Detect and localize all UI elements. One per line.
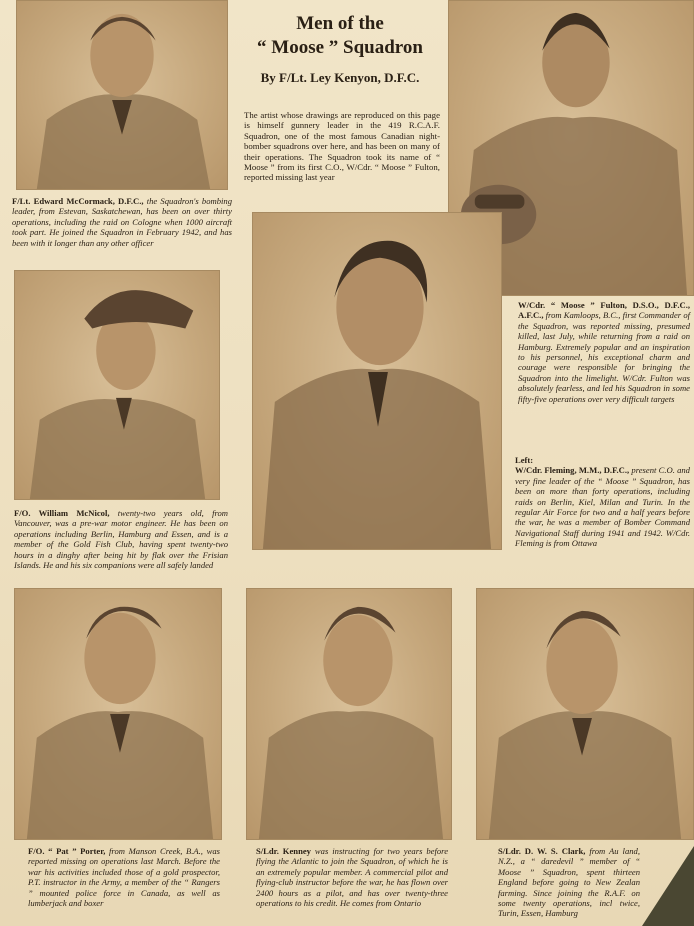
caption-mcnicol bbox=[14, 508, 228, 570]
caption-clark-text: from Au land, N.Z., a “ daredevil ” member of “ Moose ” Squadron, spent thirteen England before going to New Zealan farming. Since joining the R.A.F. on some twenty operations, incl twice, Turin, Essen, Hamburg bbox=[498, 846, 640, 919]
portrait-porter bbox=[14, 588, 222, 840]
portrait-mccormack bbox=[16, 0, 228, 190]
caption-mcnicol-text: twenty-two years old, from Vancouver, was a pre-war motor engineer. He has been on operations including Berlin, Hamburg and Essen, and is a member of the Gold Fish Club, having spent twenty-two hours in a dinghy after being hit by flak over the Frisian Islands. He and his six companions were all safely landed bbox=[14, 508, 228, 571]
portrait-fleming bbox=[252, 212, 502, 550]
caption-fulton bbox=[518, 300, 690, 404]
caption-clark bbox=[498, 846, 640, 919]
caption-fleming bbox=[515, 455, 690, 549]
caption-fleming-name: W/Cdr. Fleming, M.M., D.F.C., bbox=[515, 465, 630, 476]
caption-porter bbox=[28, 846, 220, 908]
article-title-block bbox=[242, 12, 438, 86]
caption-clark-name: S/Ldr. D. W. S. Clark, bbox=[498, 846, 586, 856]
article-title-line1: Men of the bbox=[296, 13, 384, 34]
article-intro: The artist whose drawings are reproduced on this page is himself gunnery leader in the 419 R.C.A.F. Squadron, one of the most famous Canadian night-bomber squadrons over here, and has been on many of their operations. The Squadron took its name of “ Moose ” from its first C.O., W/Cdr. “ Moose ” Fulton, reported missing last year bbox=[244, 110, 440, 183]
caption-kenney-text: was instructing for two years before flying the Atlantic to join the Squadron, of which he is an extremely popular member. A commercial pilot and flying-club instructor before the war, he has flown over 2400 hours as a pilot, and has over twenty-three operations to his credit. He comes from Ontario bbox=[256, 846, 449, 909]
caption-fleming-text: present C.O. and very fine leader of the “ Moose ” Squadron, has been on more than forty operations, including raids on Berlin, Kiel, Milan and Turin. In the regular Air Force for two and a half years before the war, he was a member of Bomber Command Navigational Staff during 1941 and 1942. W/Cdr. Fleming is from Ottawa bbox=[515, 465, 690, 549]
caption-porter-text: from Manson Creek, B.A., was reported missing on operations last March. Before the war his activities included those of a gold prospector, P.T. instructor in the Army, a member of the “ Rangers ” mounted police force in Canada, as well as lumberjack and boxer bbox=[28, 846, 221, 909]
caption-kenney bbox=[256, 846, 448, 908]
article-title-line2: “ Moose ” Squadron bbox=[257, 37, 423, 58]
portrait-mcnicol bbox=[14, 270, 220, 500]
portrait-kenney bbox=[246, 588, 452, 840]
portrait-clark bbox=[476, 588, 694, 840]
article-byline: By F/Lt. Ley Kenyon, D.F.C. bbox=[260, 70, 420, 85]
caption-mccormack bbox=[12, 196, 232, 248]
caption-fleming-label: Left: bbox=[515, 455, 534, 465]
caption-kenney-name: S/Ldr. Kenney bbox=[256, 846, 311, 856]
caption-mcnicol-name: F/O. William McNicol, bbox=[14, 508, 110, 518]
caption-fulton-name: W/Cdr. “ Moose ” Fulton, D.S.O., D.F.C., A.F.C., bbox=[518, 300, 690, 321]
torn-corner bbox=[642, 846, 694, 926]
caption-mccormack-name: F/Lt. Edward McCormack, D.F.C., bbox=[12, 196, 144, 206]
caption-porter-name: F/O. “ Pat ” Porter, bbox=[28, 846, 106, 856]
caption-fulton-text: from Kamloops, B.C., first Commander of the Squadron, was reported missing, presumed killed, last July, while returning from a raid on Hamburg. Extremely popular and an inspiration to his personnel, his exceptional charm and courage were responsible for bringing the Squadron into the limelight. W/Cdr. Fulton was absolutely fearless, and led his Squadron in some fifty-five operations over very difficult targets bbox=[518, 310, 690, 404]
caption-mccormack-text: the Squadron's bombing leader, from Estevan, Saskatchewan, has been on over thirty operations, including the raid on Cologne when 1000 aircraft took part. He joined the Squadron in February 1942, and has been with it longer than any other officer bbox=[12, 196, 232, 248]
